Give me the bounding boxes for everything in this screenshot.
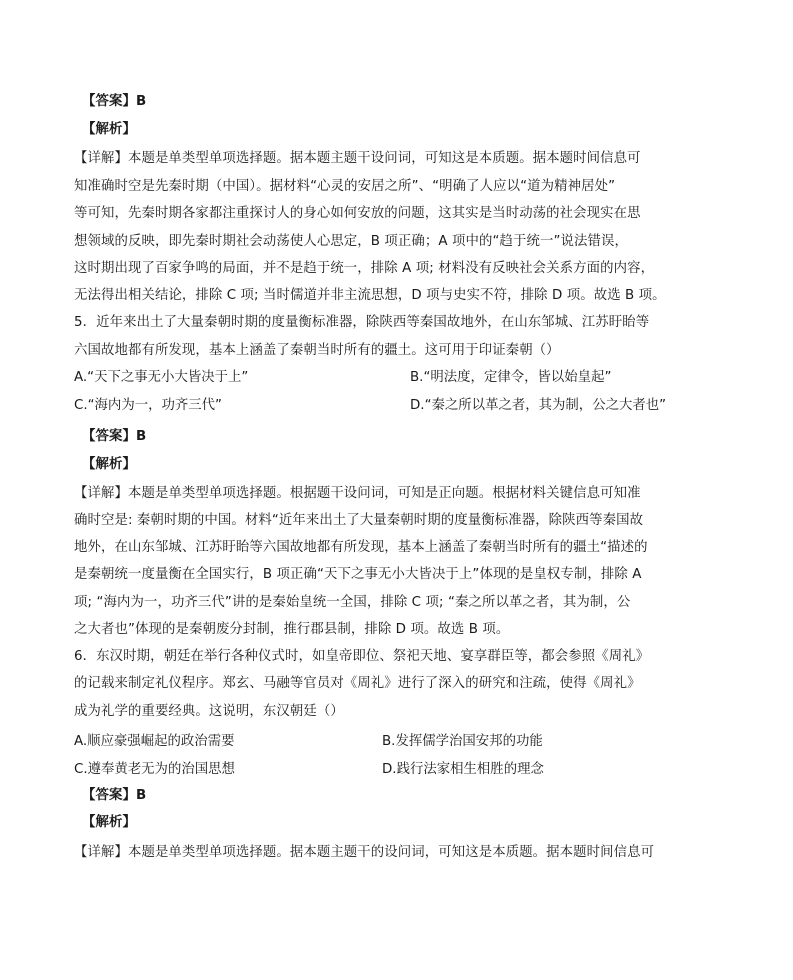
- q5-option-c: C.“海内为一，功齐三代”: [74, 398, 222, 413]
- q5-detail-line: 之大者也”体现的是秦朝废分封制，推行郡县制，排除 D 项。故选 B 项。: [74, 622, 510, 637]
- q6-answer: 【答案】B: [82, 788, 147, 803]
- q4-analysis-heading: 【解析】: [82, 122, 136, 137]
- q4-detail-line: 等可知，先秦时期各家都注重探讨人的身心如何安放的问题，这其实是当时动荡的社会现实在思: [74, 206, 641, 221]
- q6-option-b: B.发挥儒学治国安邦的功能: [382, 734, 543, 749]
- q4-detail-line: 【详解】本题是单类型单项选择题。据本题主题干设问词，可知这是本质题。据本题时间信息可: [74, 151, 641, 166]
- q6-option-a: A.顺应豪强崛起的政治需要: [74, 734, 235, 749]
- q5-detail-line: 确时空是: 秦朝时期的中国。材料“近年来出土了大量秦朝时期的度量衡标准器，除陕西等秦国故: [74, 513, 644, 528]
- q4-detail-line: 想领域的反映，即先秦时期社会动荡使人心思定，B 项正确；A 项中的“趋于统一”说法错误，: [74, 234, 628, 249]
- q5-detail-line: 【详解】本题是单类型单项选择题。根据题干设问词，可知是正向题。根据材料关键信息可知准: [74, 486, 641, 501]
- q5-detail-line: 项; “海内为一，功齐三代”讲的是秦始皇统一全国，排除 C 项; “秦之所以革之者，其为制，公: [74, 595, 631, 610]
- q5-stem-line: 六国故地都有所发现，基本上涵盖了秦朝当时所有的疆土。这可用于印证秦朝（）: [74, 343, 560, 358]
- q5-detail-line: 是秦朝统一度量衡在全国实行，B 项正确“天下之事无小大皆决于上”体现的是皇权专制，排除 A: [74, 567, 642, 582]
- q5-answer: 【答案】B: [82, 429, 147, 444]
- q4-answer: 【答案】B: [82, 94, 147, 109]
- q6-stem-line: 6．东汉时期，朝廷在举行各种仪式时，如皇帝即位、祭祀天地、宴享群臣等，都会参照《周礼》: [74, 649, 650, 664]
- q5-detail-line: 地外，在山东邹城、江苏盱眙等六国故地都有所发现，基本上涵盖了秦朝当时所有的疆土“描述的: [74, 540, 648, 555]
- q6-stem-line: 成为礼学的重要经典。这说明，东汉朝廷（）: [74, 704, 344, 719]
- q6-option-c: C.遵奉黄老无为的治国思想: [74, 762, 235, 777]
- q5-option-b: B.“明法度，定律令，皆以始皇起”: [410, 370, 612, 385]
- q6-analysis-heading: 【解析】: [82, 815, 136, 830]
- q4-detail-line: 这时期出现了百家争鸣的局面，并不是趋于统一，排除 A 项; 材料没有反映社会关系方面的内容，: [74, 261, 655, 276]
- q4-detail-line: 无法得出相关结论，排除 C 项; 当时儒道并非主流思想，D 项与史实不符，排除 D 项。故选 B 项。: [74, 288, 666, 303]
- q5-option-a: A.“天下之事无小大皆决于上”: [74, 370, 249, 385]
- q6-stem-line: 的记载来制定礼仪程序。郑玄、马融等官员对《周礼》进行了深入的研究和注疏，使得《周礼》: [74, 676, 641, 691]
- q6-detail-line: 【详解】本题是单类型单项选择题。据本题主题干的设问词，可知这是本质题。据本题时间信息可: [74, 845, 655, 860]
- q5-stem-line: 5．近年来出土了大量秦朝时期的度量衡标准器，除陕西等秦国故地外，在山东邹城、江苏盱眙等: [74, 315, 650, 330]
- q4-detail-line: 知准确时空是先秦时期（中国）。据材料“心灵的安居之所”、“明确了人应以“道为精神居处”: [74, 179, 616, 194]
- q5-option-d: D.“秦之所以革之者，其为制，公之大者也”: [410, 398, 667, 413]
- q5-analysis-heading: 【解析】: [82, 457, 136, 472]
- q6-option-d: D.践行法家相生相胜的理念: [382, 762, 544, 777]
